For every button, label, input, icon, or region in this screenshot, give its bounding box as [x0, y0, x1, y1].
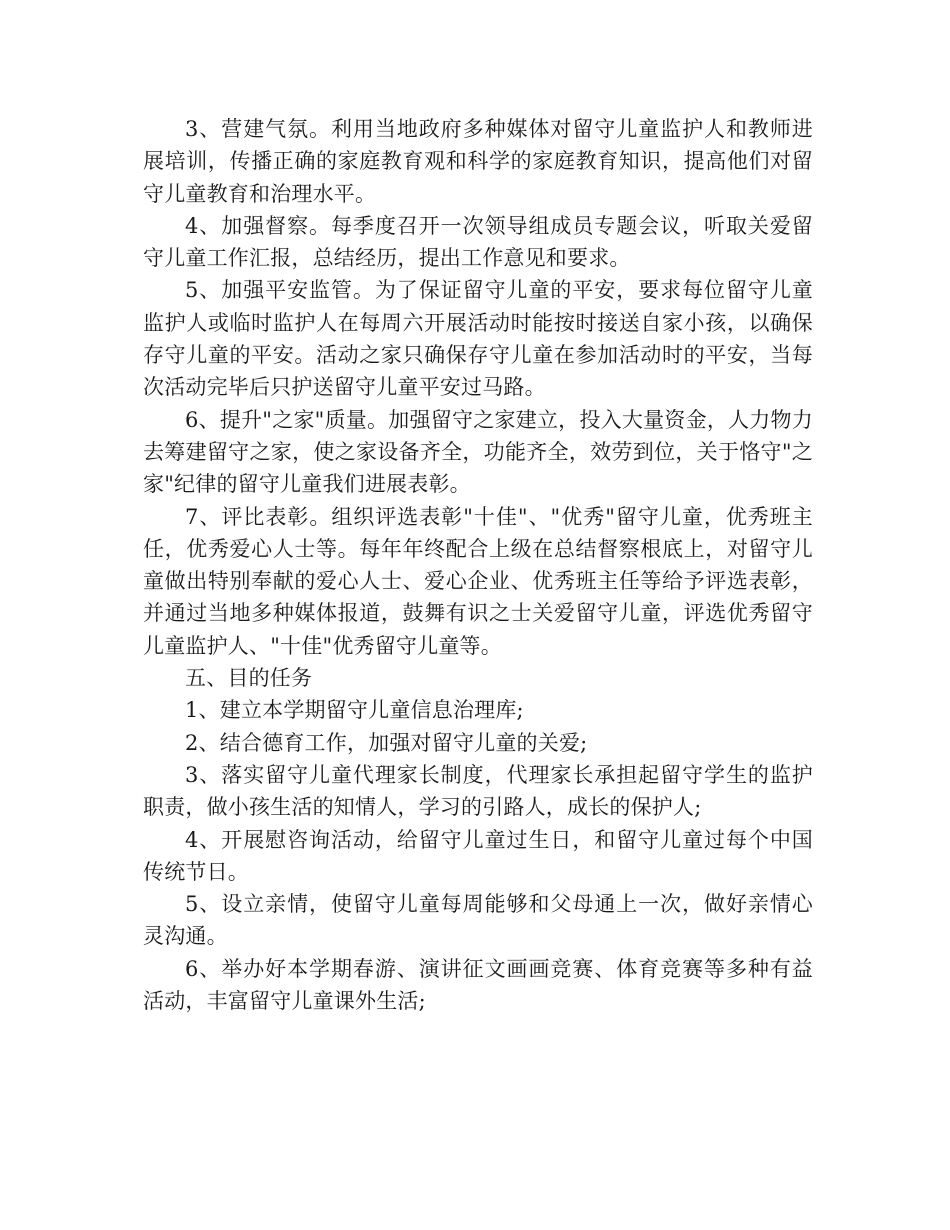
- paragraph-item-7-awards: 7、评比表彰。组织评选表彰"十佳"、"优秀"留守儿童，优秀班主任，优秀爱心人士等。每年年终配合上级在总结督察根底上，对留守儿童做出特别奉献的爱心人士、爱心企业、优秀班主任等给予评选表彰，并通过当地多种媒体报道，鼓舞有识之士关爱留守儿童，评选优秀留守儿童监护人、"十佳"优秀留守儿童等。: [143, 504, 813, 658]
- goal-item-1: 1、建立本学期留守儿童信息治理库;: [185, 698, 524, 723]
- goal-item-3: 3、落实留守儿童代理家长制度，代理家长承担起留守学生的监护职责，做小孩生活的知情人，学习的引路人，成长的保护人;: [143, 762, 813, 820]
- goal-item-2: 2、结合德育工作，加强对留守儿童的关爱;: [185, 730, 588, 755]
- paragraph-item-5-safety: 5、加强平安监管。为了保证留守儿童的平安，要求每位留守儿童监护人或临时监护人在每周六开展活动时能按时接送自家小孩，以确保存守儿童的平安。活动之家只确保存守儿童在参加活动时的平安，当每次活动完毕后只护送留守儿童平安过马路。: [143, 278, 813, 400]
- paragraph-item-6-home-quality: 6、提升"之家"质量。加强留守之家建立，投入大量资金，人力物力去筹建留守之家，使之家设备齐全，功能齐全，效劳到位，关于恪守"之家"纪律的留守儿童我们进展表彰。: [143, 407, 813, 497]
- paragraph-item-4-supervision: 4、加强督察。每季度召开一次领导组成员专题会议，听取关爱留守儿童工作汇报，总结经历，提出工作意见和要求。: [143, 213, 813, 271]
- goal-item-4: 4、开展慰咨询活动，给留守儿童过生日，和留守儿童过每个中国传统节日。: [143, 827, 813, 884]
- goal-item-5: 5、设立亲情，使留守儿童每周能够和父母通上一次，做好亲情心灵沟通。: [143, 892, 813, 949]
- document-body: [143, 113, 813, 1017]
- paragraph-item-3-atmosphere: 3、营建气氛。利用当地政府多种媒体对留守儿童监护人和教师进展培训，传播正确的家庭教育观和科学的家庭教育知识，提高他们对留守儿童教育和治理水平。: [143, 117, 813, 206]
- goal-item-6: 6、举办好本学期春游、演讲征文画画竞赛、体育竞赛等多种有益活动，丰富留守儿童课外生活;: [143, 956, 813, 1014]
- section-heading-goals: 五、目的任务: [185, 666, 313, 691]
